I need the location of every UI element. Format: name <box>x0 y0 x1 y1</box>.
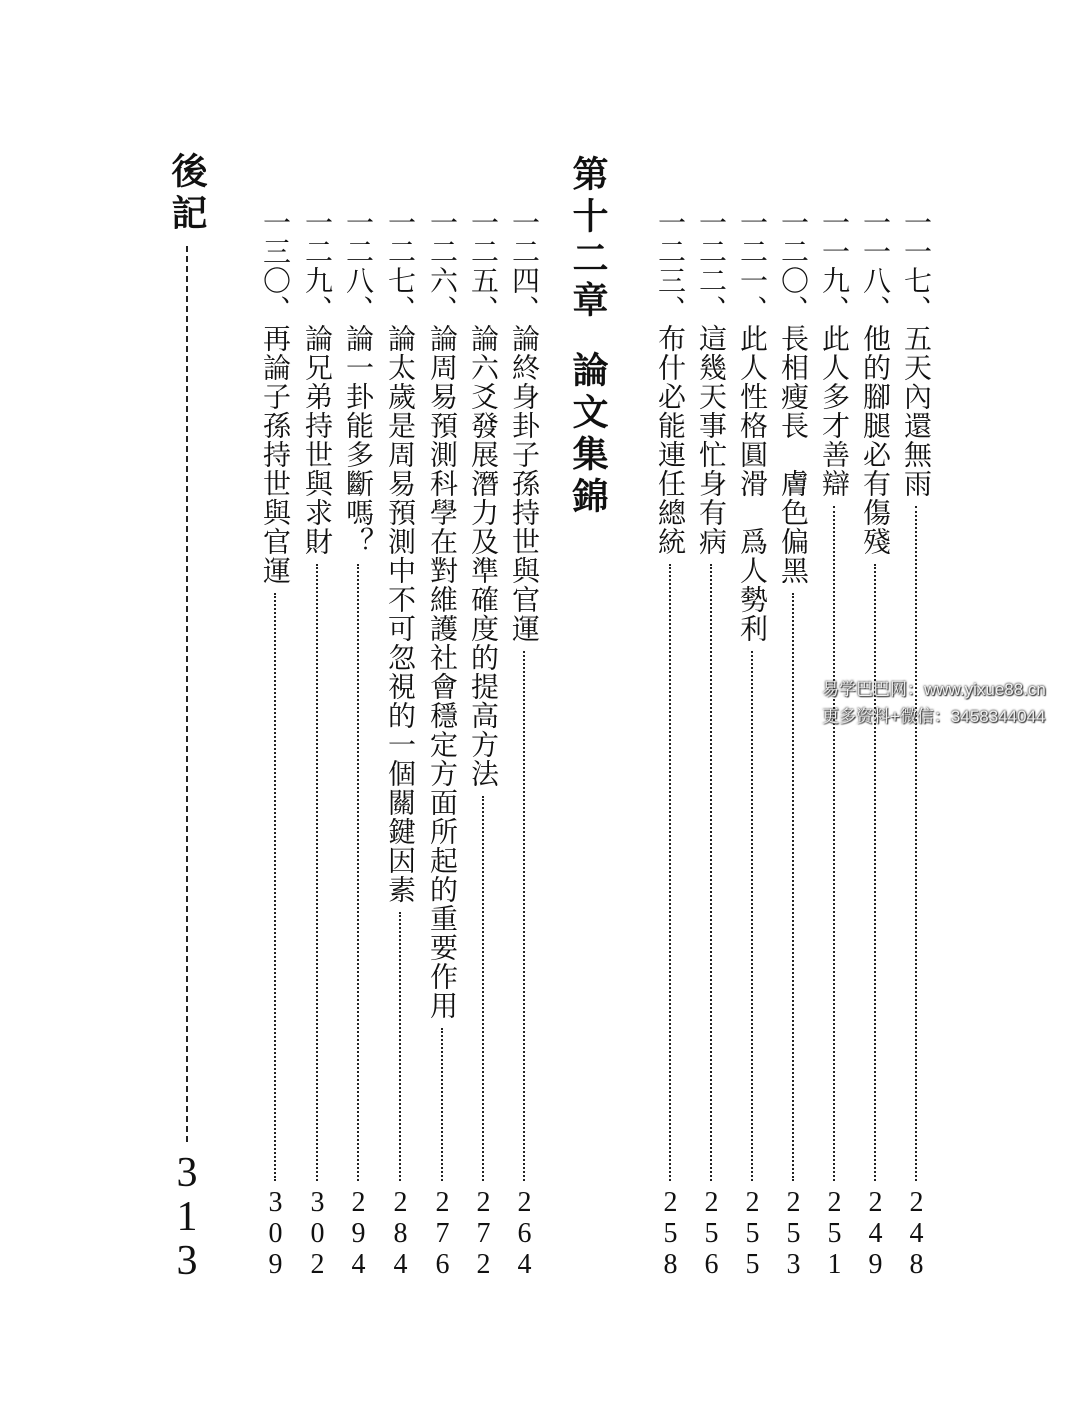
toc-entry <box>420 208 464 1280</box>
entry-title: 一一七、五天內還無雨 <box>900 208 933 498</box>
page-number: 264 <box>509 1187 540 1280</box>
dot-leader <box>915 506 917 1181</box>
page-number: 251 <box>819 1187 850 1280</box>
toc-entry <box>771 208 815 1280</box>
entry-title: 一二二、這幾天事忙身有病 <box>695 208 728 556</box>
dot-leader <box>482 796 484 1181</box>
toc-entry <box>894 208 938 1280</box>
dot-leader <box>710 564 712 1181</box>
toc-entry <box>730 208 774 1280</box>
dot-leader <box>357 564 359 1181</box>
toc-entry <box>461 208 505 1280</box>
dot-leader <box>523 651 525 1181</box>
toc-entry <box>253 208 297 1280</box>
page-number: 309 <box>260 1187 291 1280</box>
page-number: 284 <box>385 1187 416 1280</box>
page-number: 258 <box>655 1187 686 1280</box>
afterword-title: 後記 <box>166 152 208 236</box>
page-number: 272 <box>468 1187 499 1280</box>
page-number: 276 <box>427 1187 458 1280</box>
toc-entry <box>853 208 897 1280</box>
entry-title: 一二一、此人性格圓滑 爲人勢利 <box>736 208 769 643</box>
watermark-line-contact: 更多资料+微信：3458344044 <box>822 707 1046 726</box>
toc-entry <box>648 208 692 1280</box>
dot-leader <box>751 651 753 1181</box>
page-number: 248 <box>901 1187 932 1280</box>
toc-entry <box>295 208 339 1280</box>
dot-leader <box>441 1028 443 1181</box>
entry-title: 一二五、論六爻發展潛力及準確度的提高方法 <box>467 208 500 788</box>
afterword-entry <box>162 152 212 1282</box>
afterword-page-number: 313 <box>164 1150 210 1282</box>
dot-leader <box>833 506 835 1181</box>
dot-leader <box>316 564 318 1181</box>
dot-leader <box>874 564 876 1181</box>
dot-leader <box>399 912 401 1181</box>
dash-leader <box>186 246 188 1142</box>
chapter-title: 論文集錦 <box>567 351 609 519</box>
entry-title: 一三〇、再論子孫持世與官運 <box>259 208 292 585</box>
page-number: 256 <box>696 1187 727 1280</box>
toc-entry <box>812 208 856 1280</box>
entry-title: 一一九、此人多才善辯 <box>818 208 851 498</box>
page-number: 302 <box>302 1187 333 1280</box>
page-number: 253 <box>778 1187 809 1280</box>
dot-leader <box>274 593 276 1181</box>
page-number: 249 <box>860 1187 891 1280</box>
page-number: 294 <box>343 1187 374 1280</box>
entry-title: 一二四、論終身卦子孫持世與官運 <box>508 208 541 643</box>
dot-leader <box>669 564 671 1181</box>
toc-entry <box>502 208 546 1280</box>
entry-title: 一二九、論兄弟持世與求財 <box>301 208 334 556</box>
toc-entry <box>689 208 733 1280</box>
entry-title: 一二〇、長相瘦長 膚色偏黑 <box>777 208 810 585</box>
entry-title: 一二八、論一卦能多斷嗎？ <box>342 208 375 556</box>
entry-title: 一二三、布什必能連任總統 <box>654 208 687 556</box>
dot-leader <box>792 593 794 1181</box>
entry-title: 一二七、論太歲是周易預測中不可忽視的一個關鍵因素 <box>384 208 417 904</box>
entry-title: 一二六、論周易預測科學在對維護社會穩定方面所起的重要作用 <box>426 208 459 1020</box>
chapter-heading <box>556 155 609 519</box>
watermark <box>822 676 1072 730</box>
page-number: 255 <box>737 1187 768 1280</box>
chapter-number: 第十二章 <box>567 155 609 323</box>
toc-entry <box>378 208 422 1280</box>
entry-title: 一一八、他的腳腿必有傷殘 <box>859 208 892 556</box>
watermark-line-site: 易学巴巴网：www.yixue88.cn <box>822 680 1046 699</box>
toc-entry <box>336 208 380 1280</box>
